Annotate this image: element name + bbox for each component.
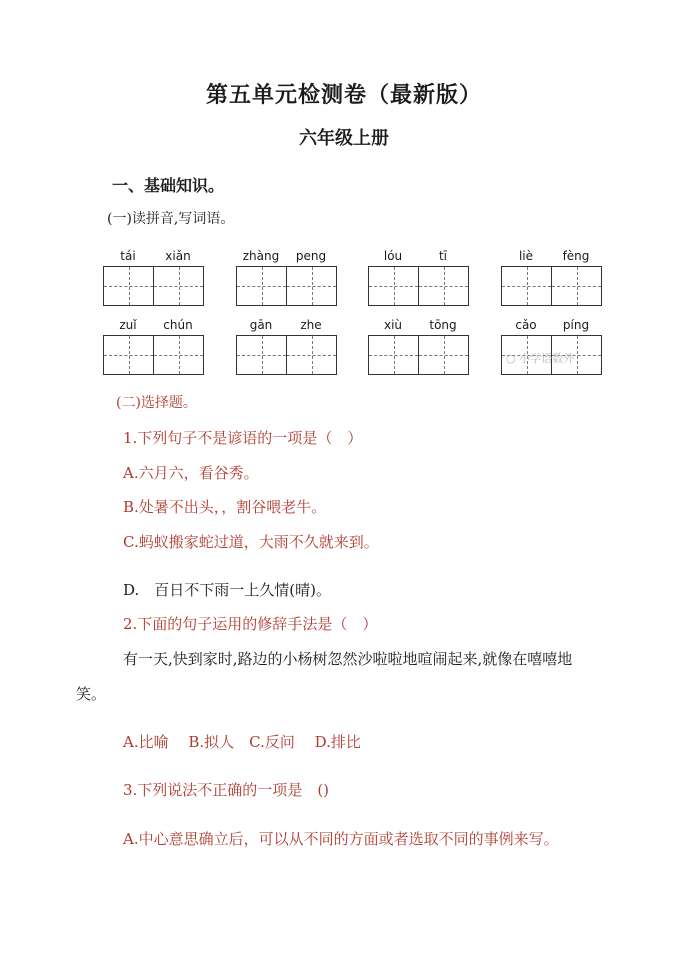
question-1-option-a: A.六月六，看谷秀。: [123, 464, 259, 482]
writing-box: [153, 266, 204, 306]
question-1-option-d: D. 百日不下雨一上久情(晴)。: [123, 581, 331, 599]
watermark-text: 小学语数外: [519, 352, 575, 365]
section-heading: 一、基础知识。: [112, 176, 225, 195]
question-1-option-c: C.蚂蚁搬家蛇过道，大雨不久就来到。: [123, 533, 379, 551]
writing-box: [368, 266, 419, 306]
pinyin-label: cǎo: [515, 318, 537, 332]
writing-box: [368, 335, 419, 375]
question-2-options: A.比喻 B.拟人 C.反问 D.排比: [123, 733, 361, 751]
pinyin-label: zhàng: [242, 249, 280, 263]
pinyin-label: fèng: [562, 249, 590, 263]
pinyin-label: lóu: [383, 249, 403, 263]
pinyin-label: píng: [562, 318, 590, 332]
pinyin-label: xiǎn: [165, 249, 191, 263]
pinyin-label: zhe: [300, 318, 322, 332]
writing-box: [286, 335, 337, 375]
chat-bubble-icon: ○: [506, 352, 516, 365]
page-title: 第五单元检测卷（最新版）: [205, 83, 482, 108]
pinyin-label: gān: [249, 318, 273, 332]
pinyin-label: tái: [120, 249, 136, 263]
question-2-passage: 有一天,快到家时,路边的小杨树忽然沙啦啦地喧闹起来,就像在嘻嘻地: [123, 650, 573, 668]
writing-box: [418, 266, 469, 306]
writing-box: [236, 266, 287, 306]
part-one-heading: (一)读拼音,写词语。: [107, 211, 235, 227]
writing-box: [153, 335, 204, 375]
writing-box: [286, 266, 337, 306]
writing-box: [418, 335, 469, 375]
part-two-heading: (二)选择题。: [116, 395, 197, 411]
writing-box: [551, 266, 602, 306]
writing-box: [236, 335, 287, 375]
question-2: 2.下面的句子运用的修辞手法是（ ）: [123, 615, 378, 633]
pinyin-label: liè: [518, 249, 534, 263]
question-2-passage-end: 笑。: [76, 685, 107, 703]
pinyin-label: chún: [163, 318, 193, 332]
pinyin-label: tōng: [429, 318, 457, 332]
writing-box: [501, 266, 552, 306]
question-1: 1.下列句子不是谚语的一项是（ ）: [123, 429, 363, 447]
page-subtitle: 六年级上册: [299, 128, 389, 149]
pinyin-label: peng: [295, 249, 327, 263]
writing-box: [103, 335, 154, 375]
watermark: [506, 350, 574, 366]
writing-box: [103, 266, 154, 306]
question-3-option-a: A.中心意思确立后，可以从不同的方面或者选取不同的事例来写。: [123, 830, 559, 848]
pinyin-label: zuǐ: [119, 318, 137, 332]
question-1-option-b: B.处暑不出头，，割谷喂老牛。: [123, 498, 327, 516]
question-3: 3.下列说法不正确的一项是 (): [123, 781, 330, 799]
pinyin-label: tī: [438, 249, 448, 263]
pinyin-label: xiù: [383, 318, 403, 332]
